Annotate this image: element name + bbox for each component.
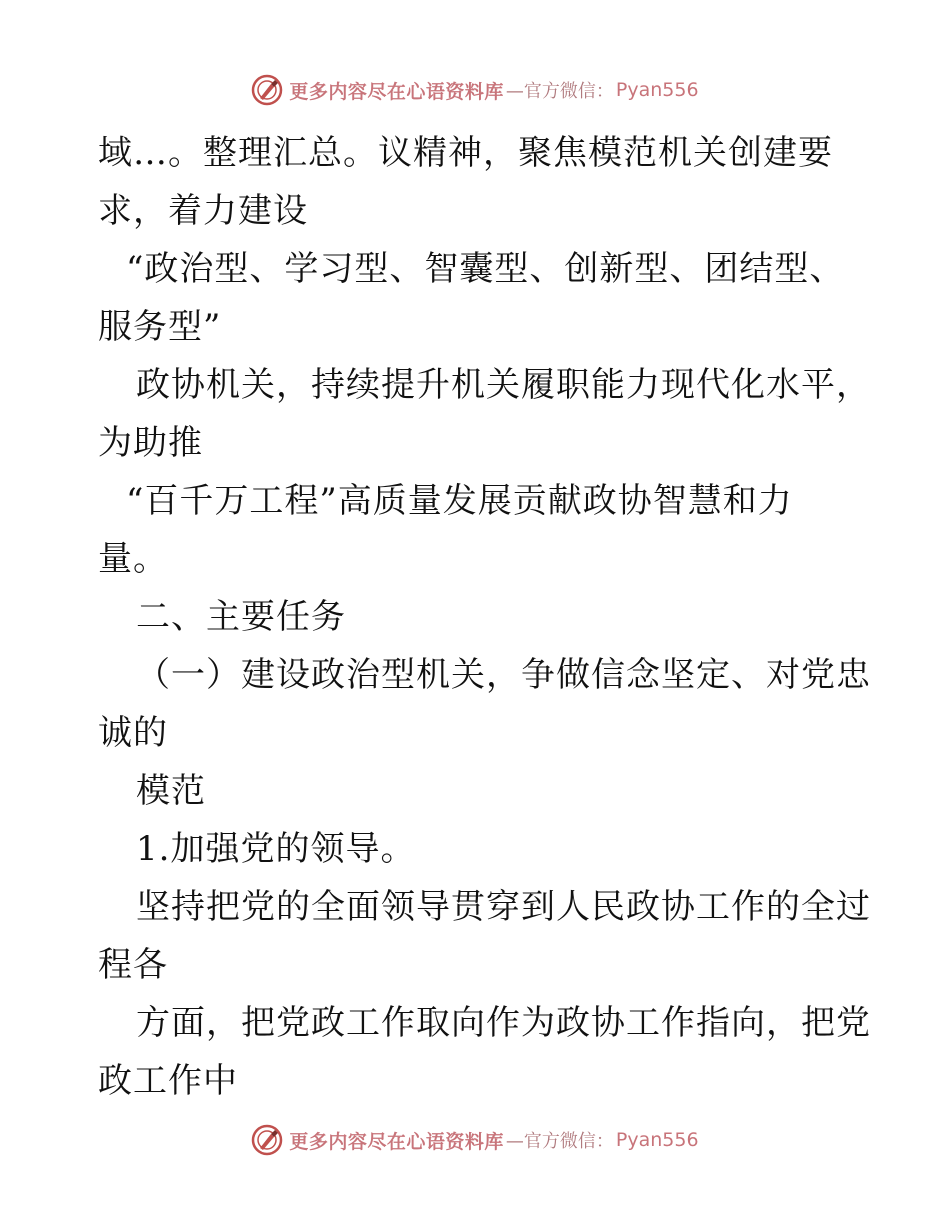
banner-wechat-label: —官方微信：: [505, 1131, 614, 1152]
subsection-heading: （一）建设政治型机关，争做信念坚定、对党忠: [136, 655, 871, 695]
text-line: 求，着力建设: [98, 191, 308, 231]
pen-logo-icon: [251, 1124, 283, 1156]
banner-title: 更多内容尽在心语资料库: [289, 80, 504, 103]
text-line: 政工作中: [98, 1061, 238, 1101]
banner-wechat-label: —官方微信：: [505, 81, 614, 102]
text-line: 服务型”: [98, 307, 222, 347]
text-line: “百千万工程”高质量发展贡献政协智慧和力: [126, 481, 793, 521]
banner-wechat-id: Pyan556: [615, 1129, 699, 1151]
text-line: 方面，把党政工作取向作为政协工作指向，把党: [136, 1003, 871, 1043]
section-heading: 二、主要任务: [136, 597, 346, 637]
footer-watermark-banner: [0, 1120, 950, 1160]
text-line: 政协机关，持续提升机关履职能力现代化水平，: [136, 365, 871, 405]
text-line: 为助推: [98, 423, 203, 463]
text-line: “政治型、学习型、智囊型、创新型、团结型、: [126, 249, 845, 289]
banner-title: 更多内容尽在心语资料库: [289, 1130, 504, 1153]
text-line: 域…。整理汇总。议精神，聚焦模范机关创建要: [98, 133, 833, 173]
numbered-item-heading: 1.加强党的领导。: [136, 829, 416, 869]
text-line: 量。: [98, 539, 168, 579]
document-body: [98, 124, 871, 1110]
header-watermark-banner: [0, 70, 950, 110]
pen-logo-icon: [251, 74, 283, 106]
text-line: 模范: [136, 771, 206, 811]
text-line: 坚持把党的全面领导贯穿到人民政协工作的全过: [136, 887, 871, 927]
text-line: 诚的: [98, 713, 168, 753]
text-line: 程各: [98, 945, 168, 985]
banner-wechat-id: Pyan556: [615, 79, 699, 101]
